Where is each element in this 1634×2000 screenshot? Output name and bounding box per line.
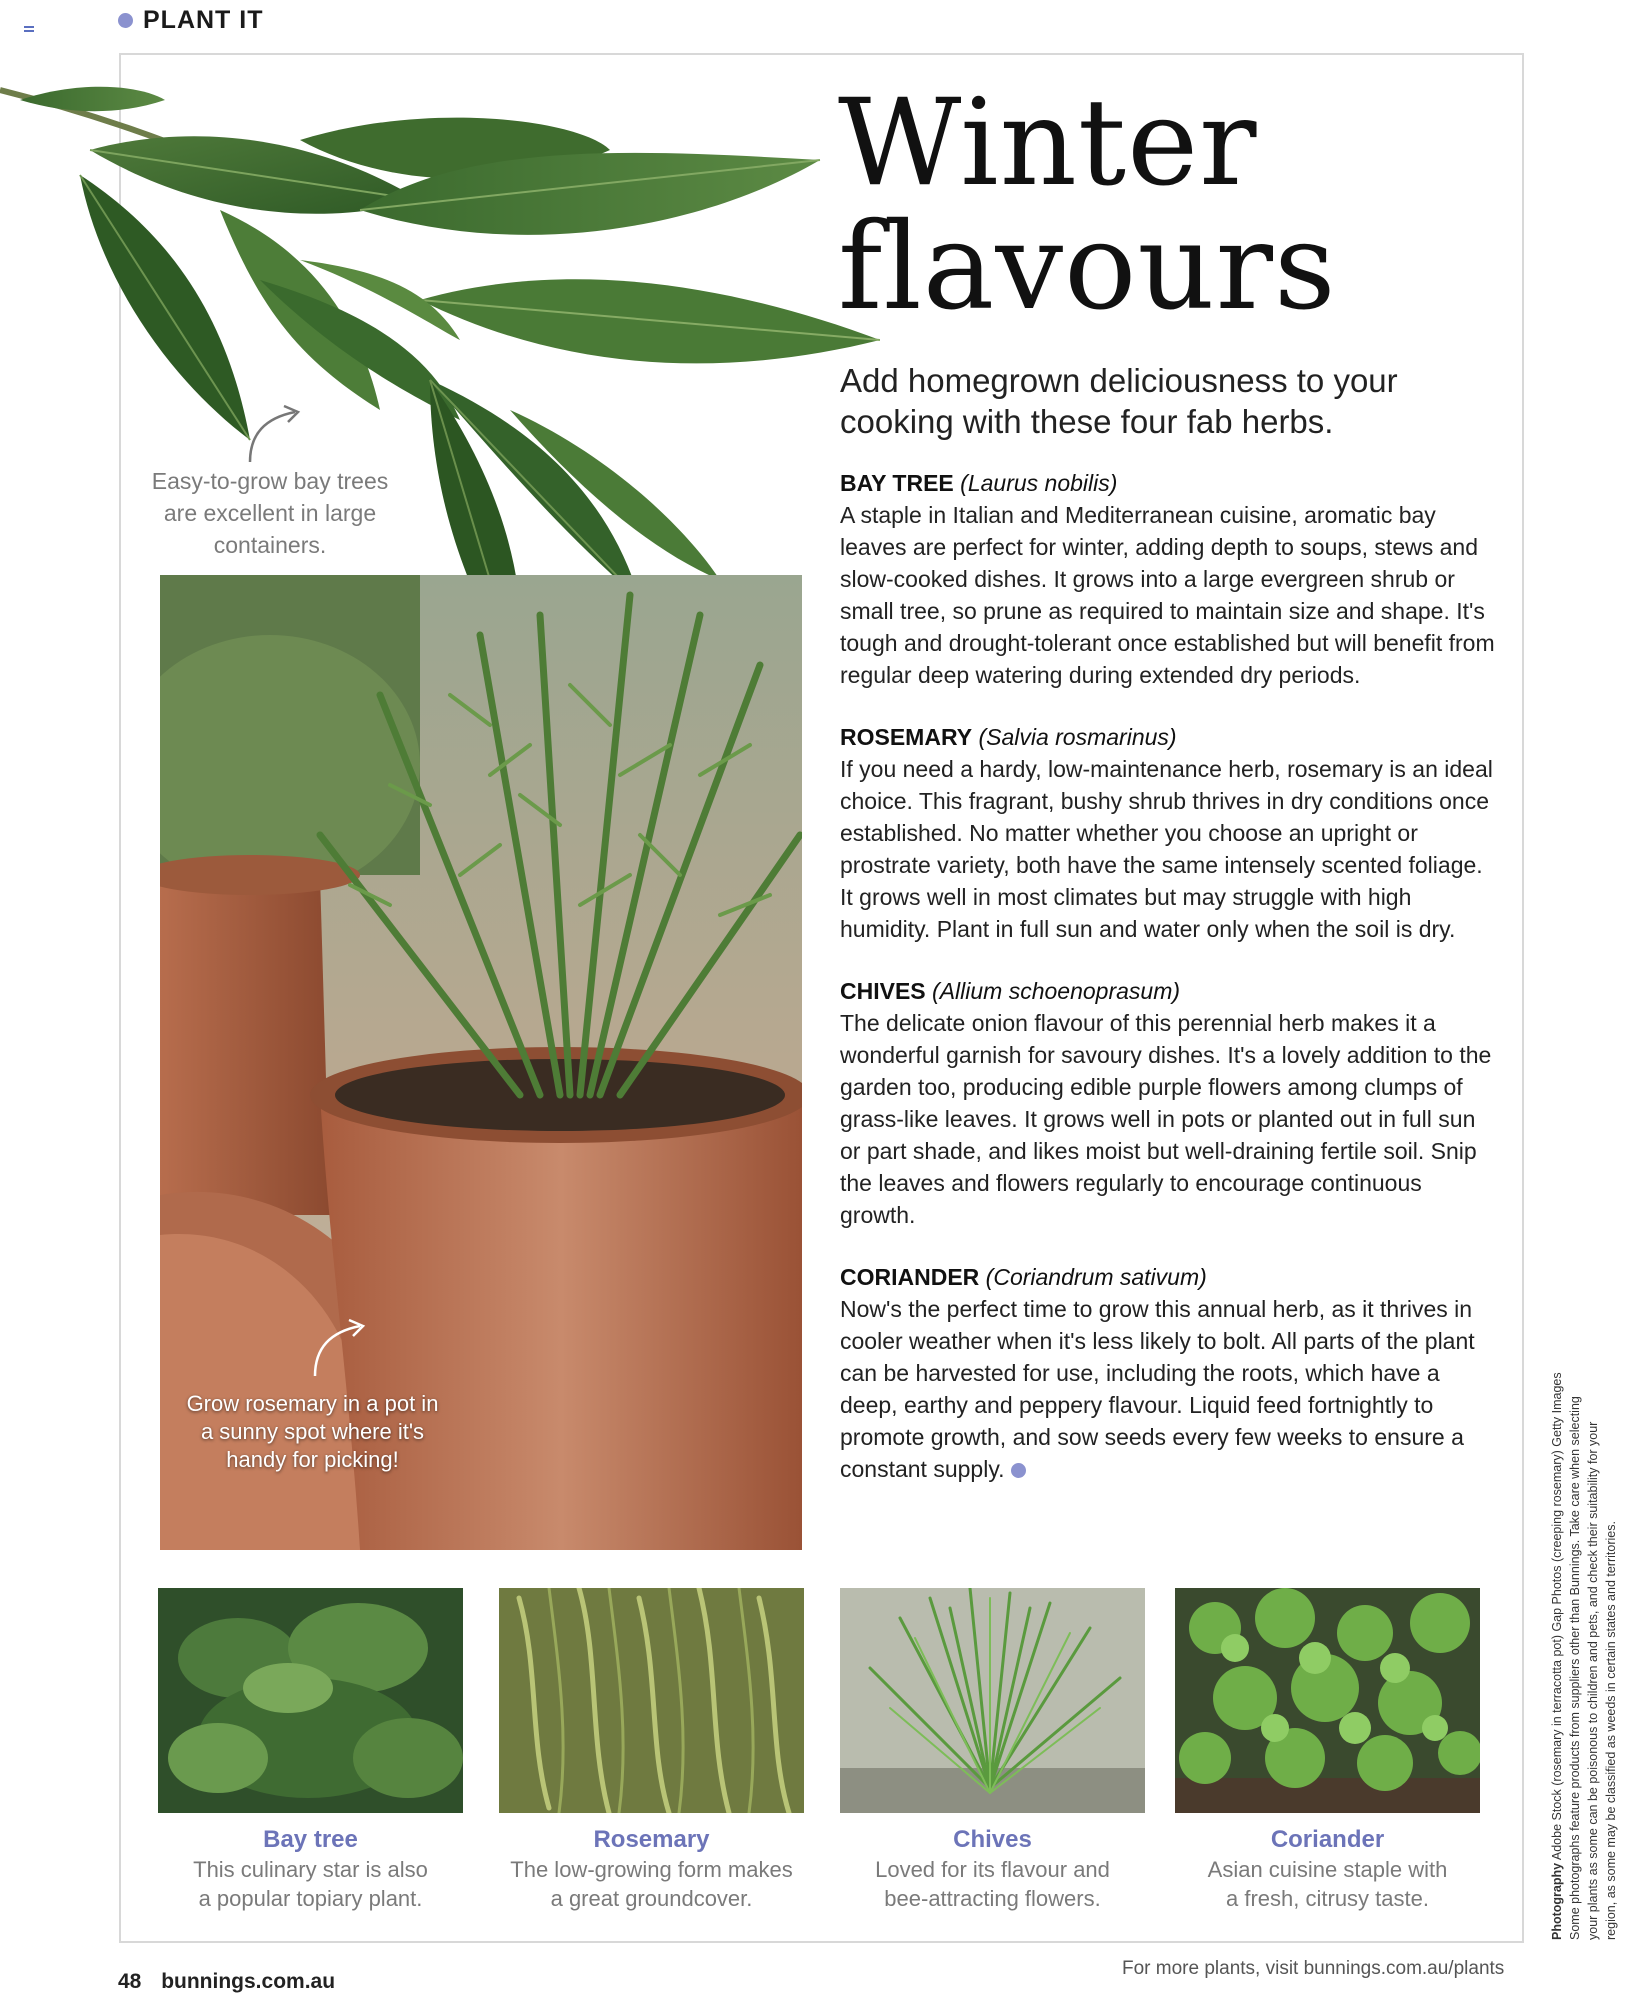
thumbnail-title: Rosemary	[593, 1826, 710, 1853]
herb-name: CHIVES	[840, 978, 926, 1004]
end-dot	[1011, 1463, 1026, 1478]
herb-heading	[840, 1261, 1500, 1293]
herb-name: CORIANDER	[840, 1264, 980, 1290]
thumbnail-caption-line-1: Asian cuisine staple with	[1207, 1857, 1448, 1882]
thumbnail-caption-line-2: bee-attracting flowers.	[884, 1886, 1101, 1911]
title-line-1: Winter	[838, 74, 1258, 213]
herb-scientific-name: (Laurus nobilis)	[960, 470, 1118, 496]
thumbnail-caption-line-2: a fresh, citrusy taste.	[1226, 1886, 1429, 1911]
page-subtitle: Add homegrown deliciousness to your cooking with these four fab herbs.	[840, 362, 1398, 440]
herb-heading	[840, 721, 1500, 753]
section-dot	[118, 13, 133, 28]
herb-scientific-name: (Allium schoenoprasum)	[932, 978, 1181, 1004]
credit-line-2: Some photographs feature products from suppliers other than Bunnings. Take care when selecting	[1568, 1396, 1582, 1940]
footer-site: bunnings.com.au	[161, 1970, 336, 1993]
chives-photo	[840, 1588, 1145, 1813]
title-line-2: flavours	[838, 198, 1337, 337]
thumbnail-title: Chives	[953, 1826, 1032, 1853]
thumbnail-caption-line-1: This culinary star is also	[193, 1857, 428, 1882]
herb-description: The delicate onion flavour of this perennial herb makes it a wonderful garnish for savoury dishes. It's a lovely addition to the garden too, producing edible purple flowers among clumps of grass-like leaves. It grows well in pots or planted out in full sun or part shade, and likes moist but well-draining fertile soil. Snip the leaves and flowers regularly to encourage continuous growth.	[840, 1010, 1492, 1228]
page-number: 48	[118, 1970, 142, 1993]
caption-bay-tree: Easy-to-grow bay trees are excellent in large containers.	[151, 468, 389, 558]
herb-description	[840, 1293, 1500, 1485]
herb-heading	[840, 975, 1500, 1007]
creeping-rosemary-photo	[499, 1588, 804, 1813]
footer-left	[118, 1970, 335, 1994]
thumbnail-chives	[840, 1588, 1145, 1913]
thumbnail-rosemary	[499, 1588, 804, 1913]
photography-credit	[1548, 1280, 1620, 1940]
thumbnail-row	[158, 1588, 1480, 1913]
herb-scientific-name: (Salvia rosmarinus)	[978, 724, 1177, 750]
thumbnail-caption-line-1: Loved for its flavour and	[875, 1857, 1110, 1882]
coriander-photo	[1175, 1588, 1480, 1813]
herb-scientific-name: (Coriandrum sativum)	[985, 1264, 1207, 1290]
bay-tree-photo	[158, 1588, 463, 1813]
herb-bay-tree	[840, 467, 1500, 691]
thumbnail-caption-line-1: The low-growing form makes	[510, 1857, 793, 1882]
page-title	[838, 74, 1337, 337]
credit-line-4: region, as some may be classified as weeds in certain states and territories.	[1604, 1521, 1618, 1940]
credit-text: Adobe Stock (rosemary in terracotta pot) Gap Photos (creeping rosemary) Getty Images	[1550, 1372, 1564, 1861]
section-label	[118, 6, 264, 35]
curved-arrow-white-icon	[305, 1318, 375, 1380]
caption-rosemary-pot: Grow rosemary in a pot in a sunny spot where it's handy for picking!	[186, 1391, 439, 1472]
thumbnail-title: Bay tree	[263, 1826, 358, 1853]
herb-name: BAY TREE	[840, 470, 954, 496]
credit-line-3: your plants as some can be poisonous to children and pets, and check their suitability for your	[1586, 1421, 1600, 1940]
herb-rosemary	[840, 721, 1500, 945]
footer-more-plants: For more plants, visit bunnings.com.au/plants	[1122, 1958, 1505, 1979]
curved-arrow-icon	[240, 404, 310, 466]
credit-line-1	[1548, 1280, 1566, 1940]
corner-mark	[24, 26, 34, 32]
herb-coriander	[840, 1261, 1500, 1485]
credit-label: Photography	[1550, 1862, 1564, 1940]
thumbnail-title: Coriander	[1270, 1826, 1385, 1853]
herb-heading	[840, 467, 1500, 499]
thumbnail-caption-line-2: a great groundcover.	[550, 1886, 753, 1911]
herb-chives	[840, 975, 1500, 1231]
thumbnail-coriander	[1175, 1588, 1480, 1913]
section-label-text: PLANT IT	[143, 6, 264, 34]
herb-description: A staple in Italian and Mediterranean cuisine, aromatic bay leaves are perfect for winter, adding depth to soups, stews and slow-cooked dishes. It grows into a large evergreen shrub or small tree, so prune as required to maintain size and shape. It's tough and drought-tolerant once established but will benefit from regular deep watering during extended dry periods.	[840, 502, 1495, 688]
thumbnail-bay-tree	[158, 1588, 463, 1913]
herb-list	[840, 467, 1500, 1515]
herb-description-text: Now's the perfect time to grow this annual herb, as it thrives in cooler weather when it's less likely to bolt. All parts of the plant can be harvested for use, including the roots, which have a deep, earthy and peppery flavour. Liquid feed fortnightly to promote growth, and sow seeds every few weeks to ensure a constant supply.	[840, 1296, 1475, 1482]
herb-description: If you need a hardy, low-maintenance herb, rosemary is an ideal choice. This fragrant, bushy shrub thrives in dry conditions once established. No matter whether you choose an upright or prostrate variety, both have the same intensely scented foliage. It grows well in most climates but may struggle with high humidity. Plant in full sun and water only when the soil is dry.	[840, 756, 1493, 942]
thumbnail-caption-line-2: a popular topiary plant.	[198, 1886, 423, 1911]
herb-name: ROSEMARY	[840, 724, 973, 750]
